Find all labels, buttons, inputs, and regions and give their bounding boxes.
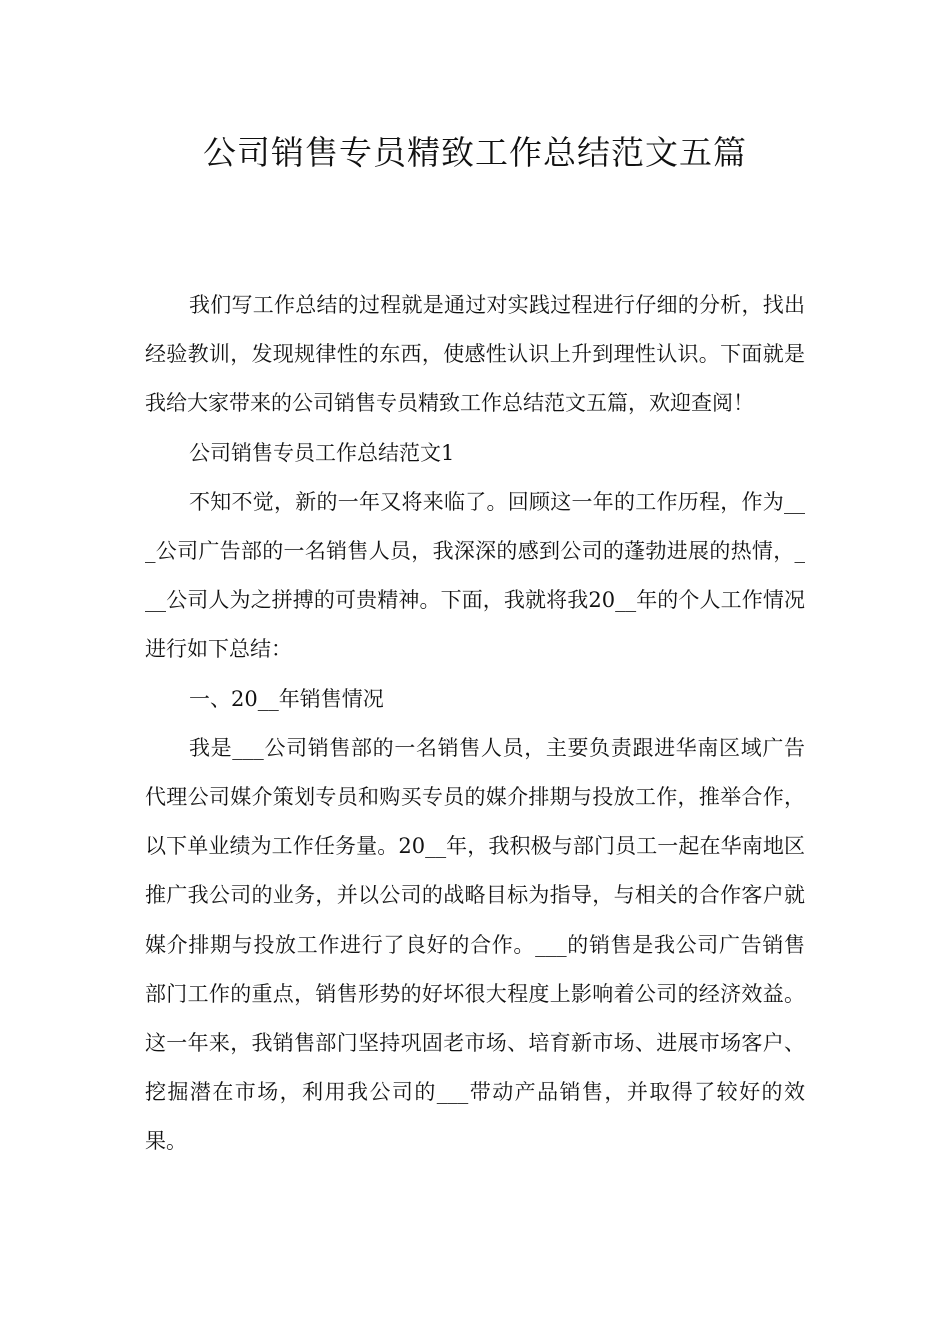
body-paragraph-sales: 我是___公司销售部的一名销售人员，主要负责跟进华南区域广告代理公司媒介策划专员和购买专员的媒介排期与投放工作，推举合作，以下单业绩为工作任务量。20__年，我积极与部门员工一起在华南地区推广我公司的业务，并以公司的战略目标为指导，与相关的合作客户就媒介排期与投放工作进行了良好的合作。___的销售是我公司广告销售部门工作的重点，销售形势的好坏很大程度上影响着公司的经济效益。这一年来，我销售部门坚持巩固老市场、培育新市场、进展市场客户、挖掘潜在市场，利用我公司的___带动产品销售，并取得了较好的效果。 bbox=[145, 735, 805, 1154]
document-body bbox=[145, 281, 805, 1167]
intro-paragraph: 我们写工作总结的过程就是通过对实践过程进行仔细的分析，找出经验教训，发现规律性的东西，使感性认识上升到理性认识。下面就是我给大家带来的公司销售专员精致工作总结范文五篇，欢迎查阅！ bbox=[145, 293, 805, 416]
section-heading-sales-status: 一、20__年销售情况 bbox=[189, 686, 384, 711]
section-heading-sample-1: 公司销售专员工作总结范文1 bbox=[189, 440, 455, 465]
document-title: 公司销售专员精致工作总结范文五篇 bbox=[203, 133, 747, 172]
body-paragraph-opening: 不知不觉，新的一年又将来临了。回顾这一年的工作历程，作为___公司广告部的一名销售人员，我深深的感到公司的蓬勃进展的热情，___公司人为之拼搏的可贵精神。下面，我就将我20__年的个人工作情况进行如下总结： bbox=[145, 489, 805, 662]
